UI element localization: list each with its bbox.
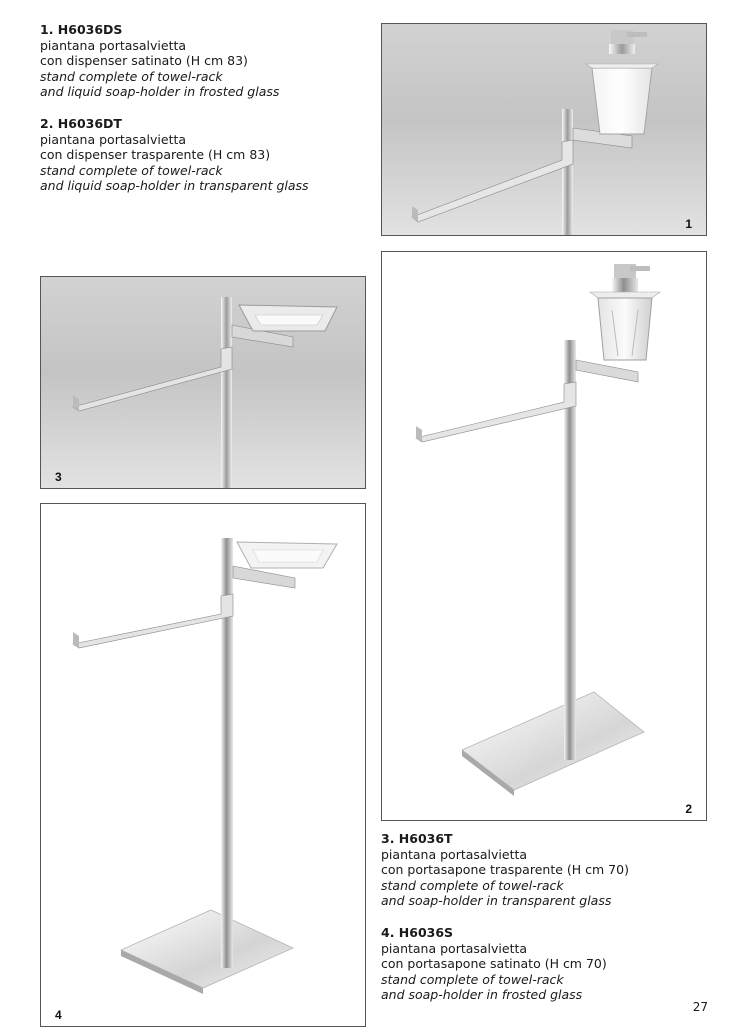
description-english-line: stand complete of towel-rack bbox=[381, 971, 564, 987]
product-2-description bbox=[40, 116, 309, 194]
product-4-description bbox=[381, 925, 629, 1003]
stand-with-soap-dish-illustration bbox=[41, 277, 366, 489]
description-english-line: and liquid soap-holder in transparent glass bbox=[40, 178, 309, 194]
description-italian-line: con portasapone trasparente (H cm 70) bbox=[381, 862, 629, 878]
description-italian-line: con portasapone satinato (H cm 70) bbox=[381, 956, 607, 972]
product-code: 2. H6036DT bbox=[40, 115, 122, 131]
full-stand-with-dispenser-illustration bbox=[382, 252, 707, 821]
description-italian-line: piantana portasalvietta bbox=[40, 37, 187, 53]
product-descriptions-bottom bbox=[381, 831, 629, 1003]
product-code: 4. H6036S bbox=[381, 924, 454, 940]
product-photo-2 bbox=[381, 251, 707, 821]
product-descriptions-top bbox=[40, 22, 309, 194]
description-english-line: and liquid soap-holder in frosted glass bbox=[40, 84, 280, 100]
description-italian-line: con dispenser satinato (H cm 83) bbox=[40, 53, 248, 69]
product-1-description bbox=[40, 22, 309, 100]
stand-with-dispenser-illustration bbox=[382, 24, 707, 236]
description-english-line: and soap-holder in transparent glass bbox=[381, 893, 612, 909]
page-number: 27 bbox=[692, 1000, 708, 1014]
description-italian-line: piantana portasalvietta bbox=[381, 846, 528, 862]
description-italian-line: piantana portasalvietta bbox=[381, 940, 528, 956]
description-english-line: stand complete of towel-rack bbox=[40, 162, 223, 178]
product-code: 1. H6036DS bbox=[40, 22, 123, 37]
product-photo-4 bbox=[40, 503, 366, 1027]
product-photo-1 bbox=[381, 23, 707, 236]
description-italian-line: con dispenser trasparente (H cm 83) bbox=[40, 147, 271, 163]
product-3-description bbox=[381, 831, 629, 909]
full-stand-with-soap-dish-illustration bbox=[41, 504, 366, 1027]
description-italian-line: piantana portasalvietta bbox=[40, 131, 187, 147]
photo-number: 2 bbox=[685, 802, 692, 816]
product-photo-3 bbox=[40, 276, 366, 489]
description-english-line: stand complete of towel-rack bbox=[381, 877, 564, 893]
description-english-line: stand complete of towel-rack bbox=[40, 68, 223, 84]
photo-number: 3 bbox=[55, 470, 62, 484]
photo-number: 1 bbox=[685, 217, 692, 231]
description-english-line: and soap-holder in frosted glass bbox=[381, 987, 583, 1003]
product-code: 3. H6036T bbox=[381, 831, 453, 846]
photo-number: 4 bbox=[55, 1008, 62, 1022]
